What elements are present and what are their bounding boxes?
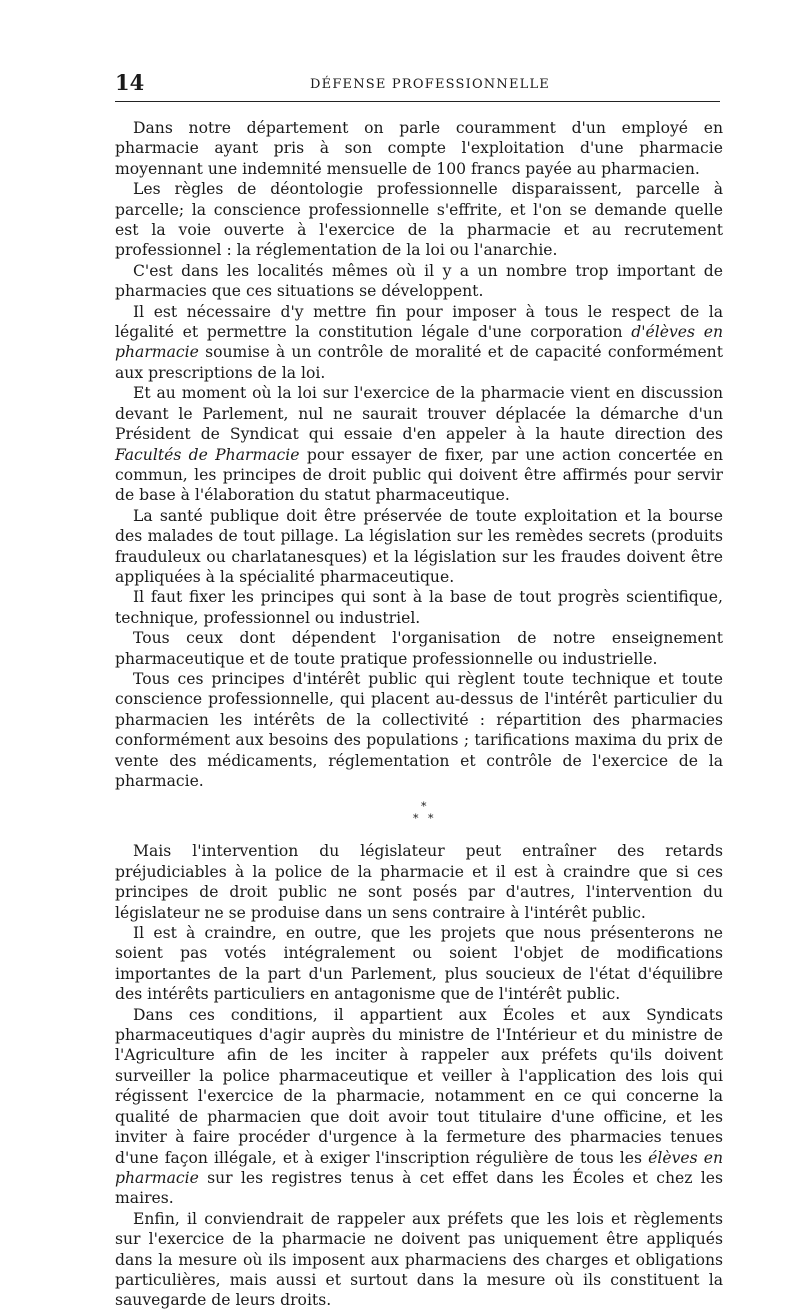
paragraph: Il faut fixer les principes qui sont à la base de tout progrès scientifique, technique, professionnel ou industriel.	[115, 588, 723, 627]
paragraph-text: sur les registres tenus à cet effet dans les Écoles et chez les maires.	[115, 1168, 723, 1208]
paragraph: La santé publique doit être préservée de toute exploitation et la bourse des malades de tout pillage. La législation sur les remèdes secrets (produits frauduleux ou charlatanesques) et la législation sur les fraudes doivent être appliquées à la spécialité pharmaceutique.	[115, 506, 723, 586]
italic-term: d'élèves en pharmacie	[115, 323, 723, 362]
separator-star: *	[428, 812, 434, 826]
paragraph	[115, 383, 723, 505]
italic-term: Facultés de Pharmacie	[115, 445, 300, 464]
paragraph: Enfin, il conviendrait de rappeler aux préfets que les lois et règlements sur l'exercice de la pharmacie ne doivent pas uniquement être appliqués dans la mesure où ils imposent aux pharmaciens des charges et obligations particulières, mais aussi et surtout dans la mesure où ils constituent la sauvegarde de leurs droits.	[115, 1209, 723, 1310]
paragraph-text: soumise à un contrôle de moralité et de capacité conformément aux prescriptions de la loi.	[115, 343, 723, 382]
paragraph-text: Dans ces conditions, il appartient aux Écoles et aux Syndicats pharmaceutiques d'agir auprès du ministre de l'Intérieur et du ministre de l'Agriculture afin de les inciter à rappeler aux préfets qu'ils doivent surveiller la police pharmaceutique et veiller à l'application des lois qui régissent l'exercice de la pharmacie, notamment en ce qui concerne la qualité de pharmacien que doit avoir tout titulaire d'une officine, et les inviter à faire procéder d'urgence à la fermeture des pharmacies tenues d'une façon illégale, et à exiger l'inscription régulière de tous les	[115, 1005, 723, 1167]
italic-term: élèves en pharmacie	[115, 1148, 724, 1187]
paragraph: Mais l'intervention du législateur peut entraîner des retards préjudiciables à la police de la pharmacie et il est à craindre que si ces principes de droit public ne sont posés par d'autres, l'intervention du législateur ne se produise dans un sens contraire à l'intérêt public.	[115, 842, 723, 922]
running-title: DÉFENSE PROFESSIONNELLE	[310, 77, 550, 92]
paragraph	[115, 1005, 723, 1209]
body-text	[115, 118, 723, 1311]
paragraph: Tous ceux dont dépendent l'organisation de notre enseignement pharmaceutique et de toute pratique professionnelle ou industrielle.	[115, 629, 723, 668]
separator-star: *	[413, 812, 419, 826]
separator-star: *	[421, 800, 427, 814]
paragraph: C'est dans les localités mêmes où il y a un nombre trop important de pharmacies que ces situations se développent.	[115, 261, 723, 301]
header-rule	[115, 101, 720, 102]
paragraph: Il est à craindre, en outre, que les projets que nous présenterons ne soient pas votés intégralement ou soient l'objet de modifications importantes de la part d'un Parlement, plus soucieux de l'état d'équilibre des intérêts particuliers en antagonisme que de l'intérêt public.	[115, 924, 723, 1004]
paragraph-text: Il est nécessaire d'y mettre fin pour imposer à tous le respect de la légalité et permettre la constitution légale d'une corporation	[115, 302, 723, 342]
paragraph: Dans notre département on parle couramment d'un employé en pharmacie ayant pris à son compte l'exploitation d'une pharmacie moyennant une indemnité mensuelle de 100 francs payée au pharmacien.	[115, 119, 723, 178]
page-number: 14	[115, 70, 145, 95]
paragraph-text: Et au moment où la loi sur l'exercice de la pharmacie vient en discussion devant le Parlement, nul ne saurait trouver déplacée la démarche d'un Président de Syndicat qui essaie d'en appeler à la haute direction des	[115, 384, 723, 444]
paragraph: Les règles de déontologie professionnelle disparaissent, parcelle à parcelle; la conscience professionnelle s'effrite, et l'on se demande quelle est la voie ouverte à l'exercice de la pharmacie et au recrutement professionnel : la réglementation de la loi ou l'anarchie.	[115, 180, 723, 260]
paragraph: Tous ces principes d'intérêt public qui règlent toute technique et toute conscience professionnelle, qui placent au-dessus de l'intérêt particulier du pharmacien les intérêts de la collectivité : répartition des pharmacies conformément aux besoins des populations ; tarifications maxima du prix de vente des médicaments, réglementation et contrôle de l'exercice de la pharmacie.	[115, 669, 723, 790]
paragraph	[115, 302, 723, 384]
page-header	[115, 70, 720, 100]
paragraph-text: pour essayer de fixer, par une action concertée en commun, les principes de droit public qui doivent être affirmés pour servir de base à l'élaboration du statut pharmaceutique.	[115, 445, 724, 505]
section-separator	[115, 799, 723, 833]
